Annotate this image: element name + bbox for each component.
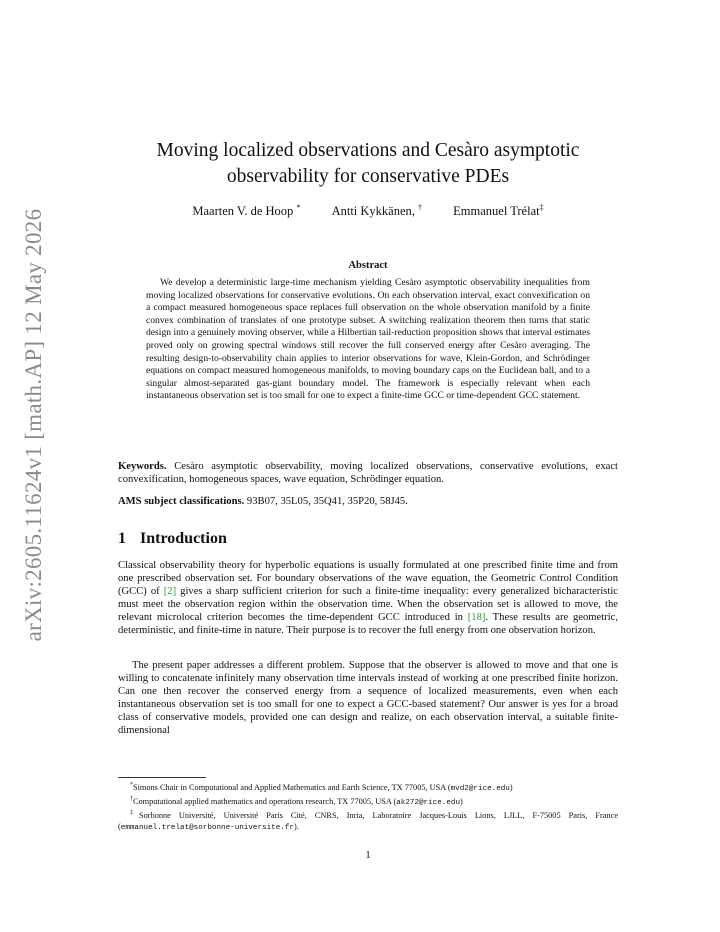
abstract-text: We develop a deterministic large-time mechanism yielding Cesàro asymptotic observability inequalities from moving localized observations for conservative evolutions. On each observation interval, exact convexification on a compact measured homogeneous space replaces full observation on the whole observation manifold by a finite convex combination of translates of one prototype subset. A switching realization theorem then turns that static design into a genuinely moving observer, while a Hilbertian tail-reduction proposition shows that interval estimates proved only on growing spectral windows still recover the full conserved energy after Cesàro averaging. The resulting design-to-observability chain applies to interior observations for wave, Klein-Gordon, and Schrödinger equations on compact measured homogeneous manifolds, to moving boundary caps on the Euclidean ball, and to a singular almost-separated gas-giant boundary model. The framework is especially relevant when each instantaneous observation set is too small for one to expect a finite-time GCC or time-dependent GCC statement. (146, 277, 590, 402)
section-heading-introduction (118, 530, 227, 548)
email-link[interactable]: mvd2@rice.edu (450, 784, 510, 793)
footnote-rule (118, 777, 206, 778)
citation-link[interactable]: [2] (163, 586, 177, 597)
author-footnote-mark: ‡ (539, 203, 544, 212)
author-footnote-mark: † (418, 203, 423, 212)
email-link[interactable]: ak272@rice.edu (396, 798, 461, 807)
footnotes (118, 780, 618, 833)
arxiv-identifier-stamp (12, 200, 56, 650)
footnote-3: ‡Sorbonne Université, Université Paris Cité, CNRS, Inria, Laboratoire Jacques-Louis Lions, LJLL, F-75005 Paris, France (emmanuel.trelat@sorbonne-universite.fr). (118, 810, 619, 832)
ams-label: AMS subject classifications. (118, 496, 245, 507)
title-line-1: Moving localized observations and Cesàro asymptotic (156, 140, 580, 161)
ams-text: 93B07, 35L05, 35Q41, 35P20, 58J45. (246, 496, 408, 507)
author-list (118, 203, 618, 219)
citation-link[interactable]: [18] (467, 612, 486, 623)
email-link[interactable]: emmanuel.trelat@sorbonne-universite.fr (120, 823, 294, 832)
author-kykkanen: Antti Kykkänen, † (331, 203, 423, 219)
keywords-label: Keywords. (118, 461, 167, 472)
section-number: 1 (118, 530, 126, 547)
ams-classifications (118, 495, 618, 508)
title-line-2: observability for conservative PDEs (226, 166, 510, 187)
section-title: Introduction (140, 530, 227, 547)
author-trelat: Emmanuel Trélat‡ (453, 203, 544, 219)
footnote-2: †Computational applied mathematics and operations research, TX 77005, USA (ak272@rice.edu) (130, 796, 463, 807)
author-footnote-mark: * (296, 203, 301, 212)
keywords-text: Cesàro asymptotic observability, moving localized observations, conservative evolutions, exact convexification, homogeneous spaces, wave equation, Schrödinger equation. (118, 461, 618, 485)
abstract-heading: Abstract (348, 260, 388, 271)
page-number: 1 (365, 850, 371, 861)
footnote-1: *Simons Chair in Computational and Applied Mathematics and Earth Science, TX 77005, USA (mvd2@rice.edu) (130, 782, 513, 793)
paper-title (118, 138, 618, 190)
author-de-hoop: Maarten V. de Hoop * (192, 203, 301, 219)
intro-paragraph-2: The present paper addresses a different problem. Suppose that the observer is allowed to move and that one is willing to concatenate infinitely many observation time intervals instead of working at one prescribed finite horizon. Can one then recover the conserved energy from a sequence of localized measurements, even when each instantaneous observation set is too small for one to expect a GCC-based statement? Our answer is yes for a broad class of conservative models, provided one can design and realize, on each observation interval, a suitable finite-dimensional (118, 660, 618, 736)
keywords (118, 460, 618, 486)
arxiv-id-text: arXiv:2605.11624v1 [math.AP] 12 May 2026 (21, 208, 46, 642)
intro-paragraph-1: Classical observability theory for hyperbolic equations is usually formulated at one prescribed finite time and from one prescribed observation set. For boundary observations of the wave equation, the Geometric Control Condition (GCC) of [2] gives a sharp sufficient criterion for such a finite-time inequality: every generalized bicharacteristic must meet the observation region within the observation time. When the observation set is allowed to move, the relevant microlocal criterion becomes the time-dependent GCC introduced in [18]. These results are geometric, deterministic, and finite-time in nature. Their purpose is to recover the full energy from one observation horizon. (118, 560, 618, 636)
